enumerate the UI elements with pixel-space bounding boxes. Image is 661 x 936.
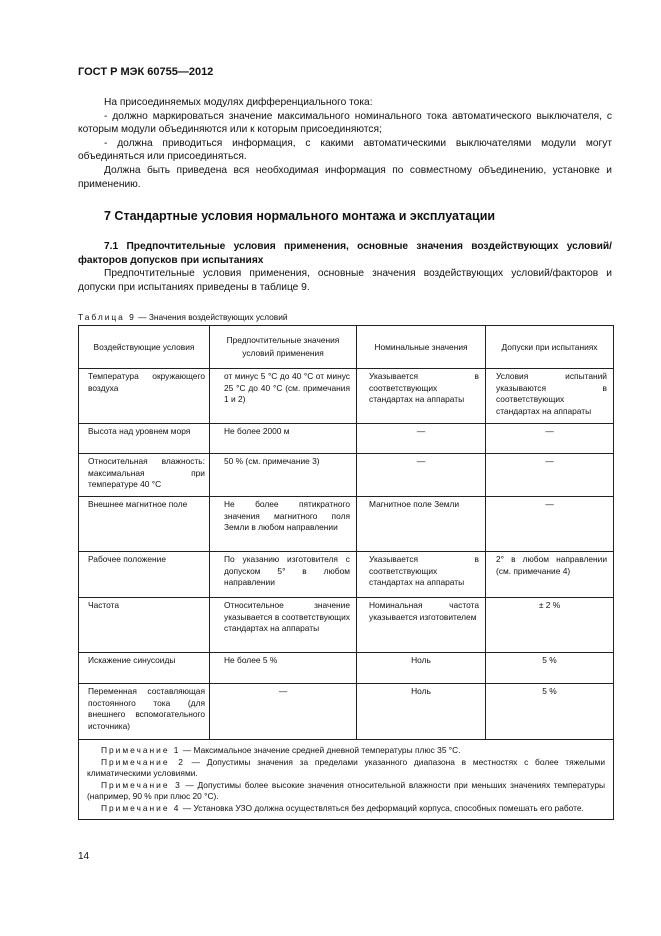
table-cell-preferred: Не более 5 %	[210, 653, 357, 684]
table-note-text: — Допустимы значения за пределами указанного диапазона в местностях с более тяжелыми климатическими условиями.	[87, 756, 605, 779]
table-cell-nominal: Ноль	[357, 653, 486, 684]
table-note-label: Примечание 3	[101, 779, 182, 790]
table-row	[79, 653, 614, 684]
table-cell-preferred: Не более пятикратного значения магнитного поля Земли в любом направлении	[210, 497, 357, 552]
intro-paragraph-4: Должна быть приведена вся необходимая информация по совместному объединению, установке и применению.	[78, 164, 612, 190]
table-row	[79, 424, 614, 454]
table-caption-label: Таблица 9	[78, 312, 136, 322]
table-cell-preferred: По указанию изготовителя с допуском 5° в любом направлении	[210, 552, 357, 598]
subsection-title: 7.1 Предпочтительные условия применения, основные значения воздействующих условий/факторов допусков при испытаниях	[78, 241, 612, 266]
table-cell-nominal: Номинальная частота указывается изготовителем	[357, 598, 486, 653]
table-header-cell: Воздействующие условия	[79, 326, 210, 369]
table-cell-preferred: 50 % (см. примечание 3)	[210, 454, 357, 497]
table-note-label: Примечание 2	[101, 756, 185, 767]
page-number: 14	[78, 851, 90, 862]
table-cell-tolerance: —	[486, 497, 614, 552]
table-row	[79, 684, 614, 740]
table-cell-tolerance: —	[486, 424, 614, 454]
intro-paragraph-1: На присоединяемых модулях дифференциального тока:	[104, 97, 373, 108]
table-note-text: — Установка УЗО должна осуществляться без деформаций корпуса, способных помешать его работе.	[180, 802, 584, 813]
table-cell-condition: Температура окружающего воздуха	[79, 369, 210, 424]
table-cell-preferred: Относительное значение указывается в соответствующих стандартах на аппараты	[210, 598, 357, 653]
table-row	[79, 369, 614, 424]
intro-text	[78, 96, 612, 191]
table-caption-text: — Значения воздействующих условий	[135, 312, 288, 322]
table-cell-nominal: Магнитное поле Земли	[357, 497, 486, 552]
table-cell-condition: Переменная составляющая постоянного тока (для внешнего вспомогательного источника)	[79, 684, 210, 740]
table-cell-condition: Искажение синусоиды	[79, 653, 210, 684]
table-notes-row	[79, 740, 614, 820]
table-header-row	[79, 326, 614, 369]
subsection-block	[78, 240, 612, 294]
table-header-cell: Допуски при испытаниях	[486, 326, 614, 369]
table-note-text: — Максимальное значение средней дневной температуры плюс 35 °С.	[180, 745, 461, 755]
subsection-text: Предпочтительные условия применения, основные значения воздействующих условий/факторов и допуски при испытаниях приведены в таблице 9.	[78, 268, 612, 293]
table-row	[79, 598, 614, 653]
table-cell-condition: Частота	[79, 598, 210, 653]
table-caption	[78, 312, 288, 322]
table-cell-nominal: Указывается в соответствующих стандартах на аппараты	[357, 552, 486, 598]
table-header-cell: Предпочтительные значения условий применения	[210, 326, 357, 369]
intro-paragraph-3: - должна приводиться информация, с какими автоматическими выключателями модули могут объединяться или присоединяться.	[78, 137, 612, 163]
table-cell-condition: Внешнее магнитное поле	[79, 497, 210, 552]
table-cell-nominal: Ноль	[357, 684, 486, 740]
table-cell-tolerance: 2° в любом направлении (см. примечание 4)	[486, 552, 614, 598]
table-notes	[79, 740, 614, 820]
table-note	[87, 757, 605, 780]
table-note-label: Примечание 4	[101, 802, 181, 813]
table-cell-preferred: —	[210, 684, 357, 740]
table-note	[87, 803, 605, 815]
table-row	[79, 552, 614, 598]
table-cell-tolerance: —	[486, 454, 614, 497]
table-cell-tolerance: ± 2 %	[486, 598, 614, 653]
table-cell-nominal: —	[357, 454, 486, 497]
section-title: 7 Стандартные условия нормального монтажа и эксплуатации	[104, 209, 496, 223]
table-cell-condition: Относительная влажность: максимальная при температуре 40 °С	[79, 454, 210, 497]
conditions-table	[78, 325, 614, 820]
table-cell-nominal: —	[357, 424, 486, 454]
table-note	[87, 780, 605, 803]
table-cell-nominal: Указывается в соответствующих стандартах на аппараты	[357, 369, 486, 424]
table-cell-preferred: от минус 5 °С до 40 °С от минус 25 °С до 40 °С (см. примечания 1 и 2)	[210, 369, 357, 424]
intro-paragraph-2: - должно маркироваться значение максимального номинального тока автоматического выключателя, с которым модули объединяются или к которым присоединяются;	[78, 110, 612, 136]
table-cell-condition: Рабочее положение	[79, 552, 210, 598]
table-cell-preferred: Не более 2000 м	[210, 424, 357, 454]
table-note-label: Примечание 1	[101, 745, 181, 755]
table-header-cell: Номинальные значения	[357, 326, 486, 369]
table-note-text: — Допустимы более высокие значения относительной влажности при меньших значениях температуры (например, 90 % при плюс 20 °С).	[87, 779, 605, 802]
table-row	[79, 497, 614, 552]
table-row	[79, 454, 614, 497]
table-cell-tolerance: 5 %	[486, 684, 614, 740]
table-cell-tolerance: Условия испытаний указываются в соответствующих стандартах на аппараты	[486, 369, 614, 424]
table-cell-condition: Высота над уровнем моря	[79, 424, 210, 454]
document-header: ГОСТ Р МЭК 60755—2012	[78, 66, 214, 78]
table-cell-tolerance: 5 %	[486, 653, 614, 684]
table-note	[87, 745, 605, 757]
